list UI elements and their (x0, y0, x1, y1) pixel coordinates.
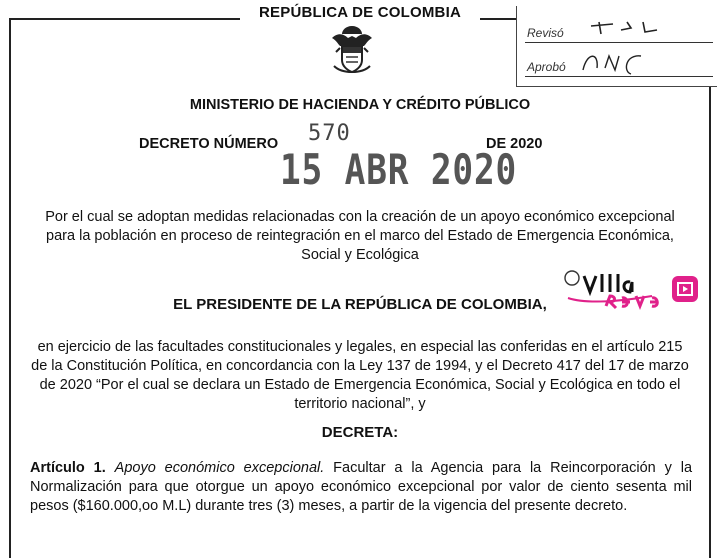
coat-of-arms-icon (326, 22, 378, 78)
article-1-head: Artículo 1. (30, 460, 106, 476)
decree-summary: Por el cual se adoptan medidas relacionadas con la creación de un apoyo económico excepcional para la población en proceso de reintegración en el marco del Estado de Emergencia Económica, Social y Ecológica (45, 209, 675, 263)
decree-number-label: DECRETO NÚMERO (139, 136, 279, 152)
decreta-heading: DECRETA: (321, 424, 399, 441)
reviso-label: Revisó (527, 26, 564, 40)
villa-al-reves-logo (556, 262, 706, 314)
article-1 (30, 459, 692, 516)
aprobo-label: Aprobó (527, 60, 566, 74)
review-approval-box (516, 6, 717, 87)
ministry-heading: MINISTERIO DE HACIENDA Y CRÉDITO PÚBLICO (189, 97, 531, 113)
aprobo-signature-icon (579, 48, 699, 78)
president-heading: EL PRESIDENTE DE LA REPÚBLICA DE COLOMBIA, (173, 296, 547, 313)
date-stamp: 15 ABR 2020 (280, 145, 518, 194)
article-1-body: Facultar a la Agencia para la Reincorporación y la Normalización para que otorgue un apoyo económico excepcional por valor de ciento sesenta mil pesos ($160.000,oo M.L) durante tres (3) meses, a partir de la vigencia del presente decreto. (30, 460, 693, 514)
legal-basis-paragraph: en ejercicio de las facultades constitucionales y legales, en especial las conferidas en el artículo 215 de la Constitución Política, en concordancia con la Ley 137 de 1994, y el Decreto 417 del 17 de marzo de 2020 “Por el cual se declara un Estado de Emergencia Económica, Social y Ecológica en todo el territorio nacional”, y (31, 339, 689, 412)
decree-number-stamp: 570 (308, 121, 351, 146)
decree-year-label: DE 2020 (486, 136, 543, 152)
article-1-title: Apoyo económico excepcional. (114, 460, 325, 476)
reviso-signature-icon (587, 16, 667, 40)
republic-heading: REPÚBLICA DE COLOMBIA (240, 4, 480, 21)
